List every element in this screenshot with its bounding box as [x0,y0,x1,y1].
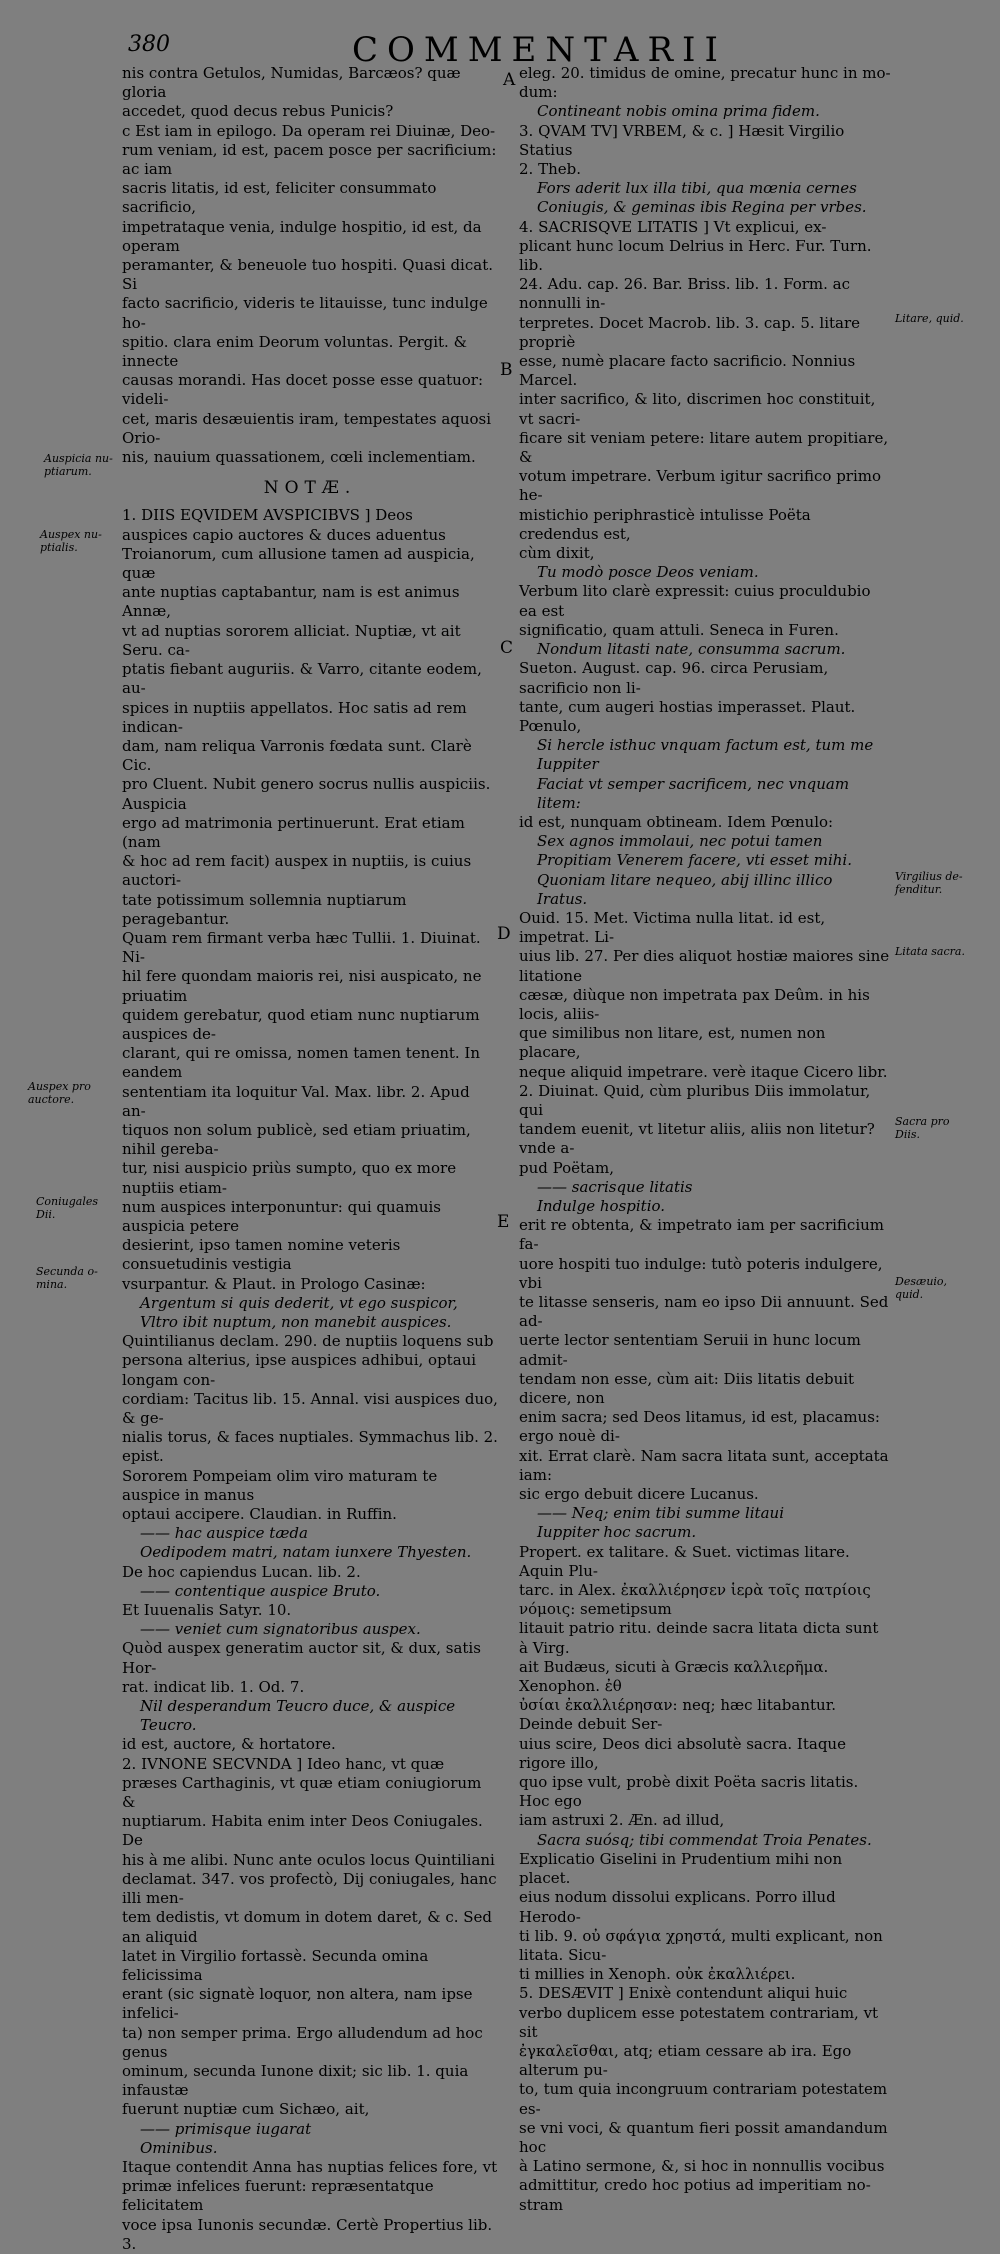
text-line: terpretes. Docet Macrob. lib. 3. cap. 5. litare propriè [519,313,861,351]
text-line: spitio. clara enim Deorum voluntas. Pergit. & innecte [122,332,467,371]
text-line: 5. DESÆVIT ] Enixè contendunt aliqui huic [519,1984,848,2003]
section-letter-a: A [503,70,516,90]
text-line: Propert. ex talitare. & Suet. victimas litare. Aquin Plu- [519,1542,850,1580]
quote-line: Propitiam Venerem facere, vti esset mihi. [537,851,852,870]
text-line: facto sacrificio, videris te litauisse, tunc indulge ho- [122,294,488,332]
text-line: rum veniam, id est, pacem posce per sacrificium: ac iam [122,140,497,179]
quote-line: Faciat vt semper sacrificem, nec vnquam litem: [537,774,850,812]
text-line: rat. indicat lib. 1. Od. 7. [122,1677,305,1696]
text-line: id est, auctore, & hortatore. [122,1735,336,1754]
text-line: xit. Errat clarè. Nam sacra litata sunt, acceptata iam: [519,1446,889,1484]
quote-line: Sex agnos immolaui, nec potui tamen [537,832,823,851]
section-letter-e: E [497,1212,510,1232]
text-line: verbo duplicem esse potestatem contrariam, vt sit [519,2003,879,2041]
notae-heading: NOTÆ. [263,478,357,499]
text-line: Quòd auspex generatim auctor sit, & dux, satis Hor- [122,1639,481,1677]
text-line: tem dedistis, vt domum in dotem daret, & c. Sed an aliquid [122,1908,493,1946]
text-line: 24. Adu. cap. 26. Bar. Briss. lib. 1. Form. ac nonnulli in- [519,275,851,313]
text-line: 2. Diuinat. Quid, cùm pluribus Diis immolatur, qui [519,1081,871,1119]
quote-line: —— veniet cum signatoribus auspex. [140,1620,421,1639]
text-line: cordiam: Tacitus lib. 15. Annal. visi auspices duo, & ge- [122,1389,498,1428]
quote-line: Argentum si quis dederit, vt ego suspicor, [140,1293,458,1312]
text-line: eleg. 20. timidus de omine, precatur hunc in mo- [519,64,891,82]
text-line: to, tum quia incongruum contrariam potestatem es- [519,2080,888,2118]
text-line: primæ infelices fuerunt: repræsentatque felicitatem [122,2177,434,2215]
text-line: nuptiarum. Habita enim inter Deos Coniugales. De [122,1812,483,1850]
quote-line: Vltro ibit nuptum, non manebit auspices. [140,1313,452,1331]
text-line: De hoc capiendus Lucan. lib. 2. [122,1562,361,1581]
sidenote-desaevio: Desæuio, quid. [895,1275,948,1301]
text-line: eius nodum dissolui explicans. Porro illud Herodo- [519,1888,836,1926]
text-line: tandem euenit, vt litetur aliis, aliis non litetur? vnde a- [519,1120,875,1158]
text-line: à Latino sermone, &, si hoc in nonnullis vocibus [519,2157,885,2176]
text-line: erant (sic signatè loquor, non altera, nam ipse infelici- [122,1985,473,2023]
right-column [519,64,891,2215]
text-line: Quam rem firmant verba hæc Tullii. 1. Diuinat. Ni- [122,928,481,967]
text-line: litauit patrio ritu. deinde sacra litata dicta sunt à Virg. [519,1619,879,1657]
text-line: erit re obtenta, & impetrato iam per sacrificium fa- [519,1216,884,1254]
section-letter-c: C [500,638,514,658]
text-line: Verbum lito clarè expressit: cuius proculdubio ea est [519,582,871,620]
text-line: ti lib. 9. οὐ σφάγια χρηστά, multi explicant, non litata. Sicu- [519,1926,883,1964]
quote-line: Coniugis, & geminas ibis Regina per vrbes. [537,198,867,217]
quote-line: Fors aderit lux illa tibi, qua mœnia cernes [537,179,857,198]
text-line: Sueton. August. cap. 96. circa Perusiam, sacrificio non li- [519,659,829,697]
text-line: num auspices interponuntur: qui quamuis auspicia petere [122,1197,441,1235]
text-line: cet, maris desæuientis iram, tempestates aquosi Orio- [122,409,492,447]
text-line: hil fere quondam maioris rei, nisi auspicato, ne priuatim [122,967,482,1005]
text-line: significatio, quam attuli. Seneca in Furen. [519,620,839,639]
text-line: stram [519,2195,564,2214]
text-line: Troianorum, cum allusione tamen ad auspicia, quæ [122,544,475,583]
quote-line: Nil desperandum Teucro duce, & auspice Teucro. [140,1697,456,1735]
quote-line: —— primisque iugarat [140,2119,312,2138]
quote-line: Iuppiter hoc sacrum. [537,1523,697,1542]
sidenote-secunda: Secunda o-mina. [36,1265,98,1291]
sidenote-litata: Litata sacra. [895,945,965,958]
text-line: desierint, ipso tamen nomine veteris consuetudinis vestigia [122,1236,401,1274]
running-title: COMMENTARII [352,30,727,70]
text-line: id est, nunquam obtineam. Idem Pœnulo: [519,812,834,831]
section-letter-b: B [500,360,513,380]
text-line: sic ergo debuit dicere Lucanus. [519,1485,759,1504]
sidenote-auspicia: Auspicia nu-ptiarum. [44,452,113,478]
sidenote-litare: Litare, quid. [895,312,964,325]
text-line: Explicatio Giselini in Prudentium mihi non placet. [519,1849,843,1888]
commentary-paragraph [122,64,498,467]
text-line: te litasse senseris, nam eo ipso Dii annuunt. Sed ad- [519,1293,889,1331]
text-line: sacris litatis, id est, feliciter consummato sacrificio, [122,179,437,217]
sidenote-virgilius: Virgilius de-fenditur. [895,870,963,896]
text-line: uerte lector sententiam Seruii in hunc locum admit- [519,1331,861,1369]
text-line: & hoc ad rem facit) auspex in nuptiis, is cuius auctori- [122,852,472,890]
text-line: tur, nisi auspicio priùs sumpto, quo ex more nuptiis etiam- [122,1159,457,1197]
text-line: nis contra Getulos, Numidas, Barcæos? quæ gloria [122,64,461,102]
text-line: præses Carthaginis, vt quæ etiam coniugiorum & [122,1773,482,1812]
text-line: 4. SACRISQVE LITATIS ] Vt explicui, ex- [519,217,827,236]
text-line: 1. DIIS EQVIDEM AVSPICIBVS ] Deos [122,506,413,525]
text-line: plicant hunc locum Delrius in Herc. Fur. Turn. lib. [519,236,872,275]
text-line: ἐγκαλεῖσθαι, atq; etiam cessare ab ira. Ego alterum pu- [519,2041,852,2080]
text-line: his à me alibi. Nunc ante oculos locus Quintiliani [122,1850,495,1869]
text-line: impetrataque venia, indulge hospitio, id est, da operam [122,217,482,255]
quote-line: —— hac auspice tæda [140,1524,308,1543]
text-line: optaui accipere. Claudian. in Ruffin. [122,1505,397,1524]
text-line: nis, nauium quassationem, cœli inclementiam. [122,448,476,467]
text-line: spices in nuptiis appellatos. Hoc satis ad rem indican- [122,698,467,736]
text-line: tate potissimum sollemnia nuptiarum peragebantur. [122,890,407,928]
left-column [122,64,498,2254]
sidenote-coniugales: Coniugales Dii. [36,1195,98,1221]
text-line: iam astruxi 2. Æn. ad illud, [519,1811,725,1830]
text-line: peramanter, & beneuole tuo hospiti. Quasi dicat. Si [122,256,493,294]
text-line: nialis torus, & faces nuptiales. Symmachus lib. 2. epist. [122,1428,498,1466]
text-line: pro Cluent. Nubit genero socrus nullis auspiciis. Auspicia [122,775,491,813]
text-line: que similibus non litare, est, numen non placare, [519,1024,826,1062]
quote-line: Quoniam litare nequeo, abij illinc illico [537,870,833,889]
text-line: ominum, secunda Iunone dixit; sic lib. 1. quia infaustæ [122,2061,469,2100]
text-line: 3. QVAM TV] VRBEM, & c. ] Hæsit Virgilio Statius [519,121,845,159]
text-line: 2. IVNONE SECVNDA ] Ideo hanc, vt quæ [122,1754,445,1773]
text-line: ptatis fiebant auguriis. & Varro, citante eodem, au- [122,660,482,698]
text-line: accedet, quod decus rebus Punicis? [122,102,394,121]
text-line: ta) non semper prima. Ergo alludendum ad hoc genus [122,2023,483,2061]
text-line: 2. Theb. [519,160,581,179]
text-line: se vni voci, & quantum fieri possit amandandum hoc [519,2118,888,2156]
quote-line: Ominibus. [140,2138,218,2157]
sidenote-sacra: Sacra pro Diis. [895,1115,950,1141]
text-line: admittitur, credo hoc potius ad imperitiam no- [519,2176,871,2195]
quote-line: Si hercle isthuc vnquam factum est, tum me Iuppiter [537,736,874,774]
text-line: quidem gerebatur, quod etiam nunc nuptiarum auspices de- [122,1005,480,1043]
text-line: Ouid. 15. Met. Victima nulla litat. id est, impetrat. Li- [519,908,826,947]
text-line: auspices capio auctores & duces aduentus [122,525,446,544]
section-letter-d: D [497,924,511,944]
text-line: ergo ad matrimonia pertinuerunt. Erat etiam (nam [122,813,465,851]
text-line: Itaque contendit Anna has nuptias felices fore, vt [122,2157,498,2176]
text-line: uius scire, Deos dici absolutè sacra. Itaque rigore illo, [519,1734,846,1772]
text-line: ὐσίαι ἐκαλλιέρησαν: neq; hæc litabantur. Deinde debuit Ser- [519,1696,836,1734]
text-line: clarant, qui re omissa, nomen tamen tenent. In eandem [122,1044,481,1082]
text-line: ante nuptias captabantur, nam is est animus Annæ, [122,583,460,621]
text-line: tendam non esse, cùm ait: Diis litatis debuit dicere, non [519,1369,855,1408]
text-line: votum impetrare. Verbum igitur sacrifico primo he- [519,467,882,505]
text-line: cæsæ, diùque non impetrata pax Deûm. in his locis, aliis- [519,985,870,1023]
text-line: quo ipse vult, probè dixit Poëta sacris litatis. Hoc ego [519,1773,859,1811]
quote-line: —— sacrisque litatis [537,1177,693,1196]
text-line: latet in Virgilio fortassè. Secunda omina felicissima [122,1946,429,1984]
text-line: voce ipsa Iunonis secundæ. Certè Propertius lib. 3. [122,2215,493,2253]
text-line: tiquos non solum publicè, sed etiam priuatim, nihil gereba- [122,1120,471,1159]
text-line: vsurpantur. & Plaut. in Prologo Casinæ: [122,1274,426,1293]
text-line: dum: [519,83,558,102]
text-line: Sororem Pompeiam olim viro maturam te auspice in manus [122,1466,438,1504]
quote-line: —— Neq; enim tibi summe litaui [537,1504,784,1523]
quote-line: Iratus. [537,889,588,908]
text-line: ti millies in Xenoph. οὐκ ἐκαλλιέρει. [519,1965,796,1984]
text-line: inter sacrifico, & lito, discrimen hoc constituit, vt sacri- [519,390,876,428]
text-line: pud Poëtam, [519,1158,614,1177]
quote-line: Tu modò posce Deos veniam. [537,563,759,582]
quote-line: Indulge hospitio. [537,1196,666,1215]
text-line: cùm dixit, [519,544,595,563]
text-line: fuerunt nuptiæ cum Sichæo, ait, [122,2100,370,2119]
text-line: mistichio periphrasticè intulisse Poëta credendus est, [519,505,811,543]
text-line: tarc. in Alex. ἐκαλλιέρησεν ἱερὰ τοῖς πατρίοις νόμοις: semetipsum [519,1581,871,1619]
text-line: Quintilianus declam. 290. de nuptiis loquens sub [122,1332,494,1351]
text-line: enim sacra; sed Deos litamus, id est, placamus: ergo nouè di- [519,1408,880,1446]
page-number: 380 [128,32,170,57]
text-line: esse, numè placare facto sacrificio. Nonnius Marcel. [519,352,856,390]
quote-line: Contineant nobis omina prima fidem. [537,102,820,121]
text-line: dam, nam reliqua Varronis fœdata sunt. Clarè Cic. [122,736,472,775]
text-line: declamat. 347. vos profectò, Dij coniugales, hanc illi men- [122,1869,497,1908]
text-line: Et Iuuenalis Satyr. 10. [122,1601,292,1620]
text-line: causas morandi. Has docet posse esse quatuor: videli- [122,371,484,409]
text-line: ficare sit veniam petere: litare autem propitiare, & [519,428,889,467]
text-line: ait Budæus, sicuti à Græcis καλλιερῆμα. Xenophon. ἐθ [519,1657,829,1696]
notes-block [122,506,498,2253]
quote-line: —— contentique auspice Bruto. [140,1581,381,1600]
quote-line: Nondum litasti nate, consumma sacrum. [537,640,846,659]
text-line: neque aliquid impetrare. verè itaque Cicero libr. [519,1062,888,1081]
sidenote-auctor: Auspex pro auctore. [28,1080,91,1106]
quote-line: Sacra suósq; tibi commendat Troia Penates. [537,1830,872,1849]
text-line: vt ad nuptias sororem alliciat. Nuptiæ, vt ait Seru. ca- [122,621,461,659]
quote-line: Oedipodem matri, natam iunxere Thyesten. [140,1543,472,1562]
text-line: uore hospiti tuo indulge: tutò poteris indulgere, vbi [519,1254,883,1292]
text-line: persona alterius, ipse auspices adhibui, optaui longam con- [122,1351,477,1389]
text-line: uius lib. 27. Per dies aliquot hostiæ maiores sine litatione [519,947,890,985]
text-line: tante, cum augeri hostias imperasset. Plaut. Pœnulo, [519,697,856,735]
text-line: sententiam ita loquitur Val. Max. libr. 2. Apud an- [122,1082,470,1120]
text-line: c Est iam in epilogo. Da operam rei Diuinæ, Deo- [122,121,496,140]
sidenote-auspex: Auspex nu-ptialis. [40,528,102,554]
